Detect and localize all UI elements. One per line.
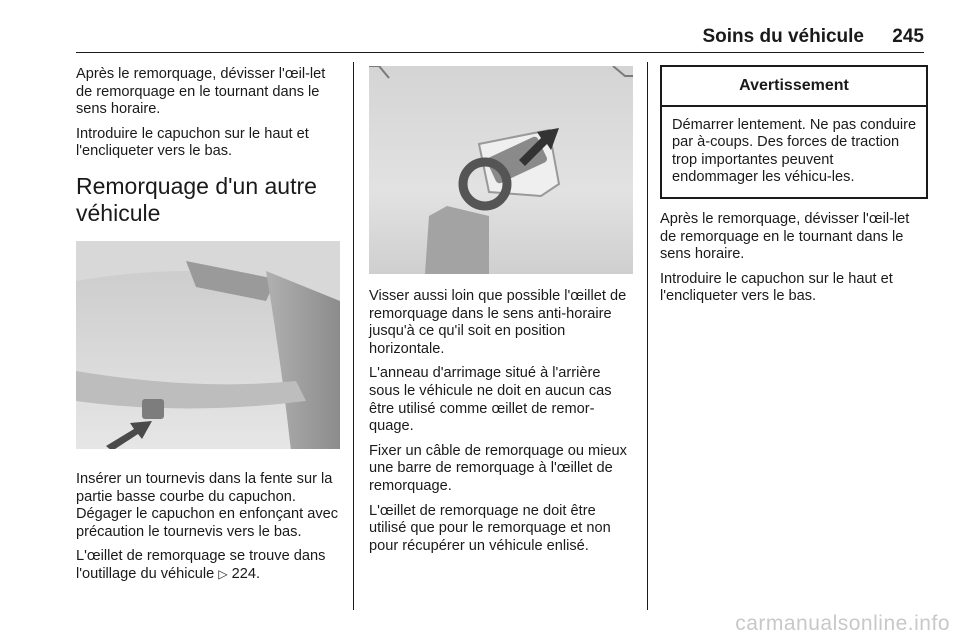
paragraph: Fixer un câble de remorquage ou mieux une barre de remorquage à l'œillet de remorquage. bbox=[369, 442, 627, 494]
watermark: carmanualsonline.info bbox=[735, 612, 950, 635]
warning-title: Avertissement bbox=[662, 67, 926, 107]
warning-text: Démarrer lentement. Ne pas conduire par à-coups. Des forces de traction trop importantes peuvent endommager les véhicu-les. bbox=[672, 116, 917, 186]
arrow-reference-icon: ▷ bbox=[218, 566, 228, 581]
paragraph: L'œillet de remorquage ne doit être utilisé que pour le remorquage et non pour récupérer un véhicule enlisé. bbox=[369, 502, 611, 554]
warning-box bbox=[660, 65, 928, 199]
paragraph-with-reference bbox=[76, 548, 342, 583]
page-reference: 224. bbox=[231, 565, 261, 582]
page-number: 245 bbox=[892, 26, 924, 47]
right-column bbox=[660, 65, 926, 313]
paragraph: L'anneau d'arrimage situé à l'arrière sous le véhicule ne doit en aucun cas être utilisé comme œillet de remor-quage. bbox=[369, 365, 612, 435]
page-header bbox=[76, 26, 924, 50]
paragraph: Après le remorquage, dévisser l'œil-let de remorquage en le tournant dans le sens horaire. bbox=[660, 210, 910, 263]
paragraph: Après le remorquage, dévisser l'œil-let de remorquage en le tournant dans le sens horaire. bbox=[76, 66, 326, 118]
paragraph: Visser aussi loin que possible l'œillet de remorquage dans le sens anti-horaire jusqu'à ce qu'il soit en position horizontale. bbox=[369, 288, 627, 357]
paragraph: Introduire le capuchon sur le haut et l'encliqueter vers le bas. bbox=[660, 270, 893, 305]
section-title: Soins du véhicule bbox=[702, 26, 864, 47]
towing-eye-illustration bbox=[369, 66, 633, 274]
left-column bbox=[76, 66, 342, 591]
paragraph: Introduire le capuchon sur le haut et l'encliqueter vers le bas. bbox=[76, 125, 309, 160]
column-divider-left bbox=[353, 62, 354, 610]
middle-column bbox=[369, 66, 634, 562]
paragraph: Insérer un tournevis dans la fente sur la partie basse courbe du capuchon. Dégager le capuchon en enfonçant avec précaution le tournevis vers le bas. bbox=[76, 470, 339, 540]
column-divider-right bbox=[647, 62, 648, 610]
paragraph-text: L'œillet de remorquage se trouve dans l'outillage du véhicule bbox=[76, 548, 326, 582]
cap-removal-illustration bbox=[76, 241, 340, 449]
section-heading: Remorquage d'un autre véhicule bbox=[76, 172, 317, 226]
header-rule bbox=[76, 52, 924, 53]
